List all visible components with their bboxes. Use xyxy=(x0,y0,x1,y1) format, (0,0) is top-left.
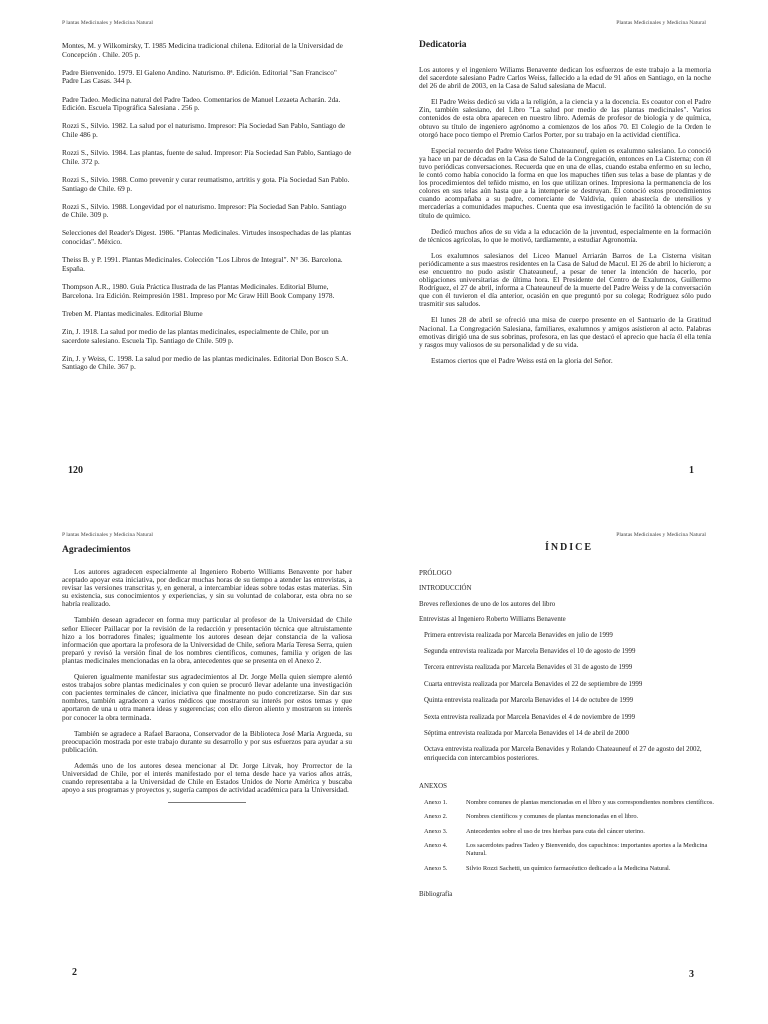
reference-item: Rozzi S., Silvio. 1988. Como prevenir y curar reumatismo, artritis y gota. Pía Sociedad San Pablo. Santiago de Chile. 69 p. xyxy=(62,174,350,193)
reference-list xyxy=(62,42,352,382)
annex-text: Nombre comunes de plantas mencionadas en el libro y sus correspondientes nombres científicos. xyxy=(466,798,714,806)
bibliography-item: Bibliografía xyxy=(419,891,453,899)
closing-rule xyxy=(168,802,246,803)
running-header: P lantas Medicinales y Medicina Natural xyxy=(62,532,153,538)
acknowledgements-section xyxy=(62,545,352,803)
running-header: P lantas Medicinales y Medicina Natural xyxy=(62,20,153,26)
page-1 xyxy=(384,0,768,512)
annex-text: Silvio Rozzi Sachetti, un químico farmacéutico dedicado a la Medicina Natural. xyxy=(466,864,671,872)
reference-item: Rozzi S., Silvio. 1984. Las plantas, fuente de salud. Impresor: Pía Sociedad San Pablo, Santiago de Chile. 372 p. xyxy=(62,148,352,166)
reference-item: Treben M. Plantas medicinales. Editorial Blume xyxy=(62,308,203,318)
paragraph: El Padre Weiss dedicó su vida a la religión, a la ciencia y a la docencia. Es coautor con el Padre Zin, también salesiano, del Libro "La salud por medio de las plantas medicinales". Varios contenidos de esta obra aparecen en nuestro libro. Además de profesor de biología y de química, obtuvo su título de ingeniero agrónomo a comienzos de los años 70. El Colegio de la Orden le otorgó hace poco tiempo el Premio Carlos Porter, por su trabajo en la actividad científica. xyxy=(419,97,711,139)
paragraph: Los exalumnos salesianos del Liceo Manuel Arriarán Barros de La Cisterna visitan periódicamente a sus maestros residentes en la Casa de Salud de Macul. El 26 de abril lo hicieron; a ese encuentro no pudo asistir Chateauneuf, a pesar de tener la intención de hacerlo, por obligaciones universitarias de última hora. El Presidente del Centro de Exalumnos, Guillermo Rodríguez, el 27 de abril, informa a Chateauneuf de la muerte del Padre Weiss y de la conversación que con él tuvieron el día anterior, ocasión en que preguntó por su colega; Rodríguez sólo pudo trasmitir sus saludos. xyxy=(419,250,711,309)
reference-item: Zin, J. 1918. La salud por medio de las plantas medicinales, especialmente de Chile, por un sacerdote salesiano. Escuela Tip. Santiago de Chile. 509 p. xyxy=(62,327,329,345)
annex-row xyxy=(424,799,719,807)
paragraph: Especial recuerdo del Padre Weiss tiene Chateauneuf, quien es exalumno salesiano. Lo conoció ya hace un par de décadas en la Casa de Salud de la Congregación, entonces en La Cisterna; con él tuvo periódicas conversaciones. Recuerda que en una de ellas, cuando estaba enfermo en su lecho, le contó como había conocido la forma en que los mapuches tiñen sus telas a base de plantas y de los procedimientos del teñido mismo, en los que utilizan orines. Impresiona la permanencia de los colores en sus telas aún hasta que a la intemperie se destruyan. Él conoció estos procedimientos cuando acompañaba a su padre, comerciante de Valdivia, quien abastecía de utensilios y mercaderías a comunidades mapuches. Cuenta que esa investigación le facilitó la obtención de su título de químico. xyxy=(419,145,711,220)
page-2 xyxy=(0,512,384,1024)
interview-item: Primera entrevista realizada por Marcela Benavides en julio de 1999 xyxy=(424,631,613,639)
index-item: INTRODUCCIÓN xyxy=(419,585,472,593)
reference-item: Theiss B. y P. 1991. Plantas Medicinales. Colección "Los Libros de Integral". N° 36. Barcelona. España. xyxy=(62,255,343,273)
reference-item: Zin, J. y Weiss, C. 1998. La salud por medio de las plantas medicinales. Editorial Don Bosco S.A. Santiago de Chile. 367 p. xyxy=(62,353,349,372)
annex-label: Anexo 1. xyxy=(424,798,448,806)
annex-row xyxy=(424,865,719,873)
annex-text: Antecedentes sobre el uso de tres hierbas para cuta del cáncer uterino. xyxy=(466,827,645,835)
interview-item: Cuarta entrevista realizada por Marcela Benavides el 22 de septiembre de 1999 xyxy=(424,680,643,688)
paragraph: Los autores agradecen especialmente al Ingeniero Roberto Williams Benavente por haber aceptado apoyar esta iniciativa, por dedicar muchas horas de su tiempo a atender las entrevistas, a revisar las versiones transcritas y, en general, a intercambiar ideas sobre todas estas materias. Sin su existencia, sus conocimientos y experiencias, y sin su voluntad de colaborar, esta obra no se habría realizado. xyxy=(62,567,352,609)
annex-row xyxy=(424,842,719,857)
reference-item: Rozzi S., Silvio. 1982. La salud por el naturismo. Impresor: Pía Sociedad San Pablo, Santiago de Chile 486 p. xyxy=(62,121,346,139)
running-header: Plantas Medicinales y Medicina Natural xyxy=(616,532,706,538)
paragraph: Los autores y el ingeniero Wiliams Benavente dedican los esfuerzos de este trabajo a la memoria del sacerdote salesiano Padre Carlos Weiss, fallecido a la edad de 91 años en Santiago, en la noche del 26 de abril de 2003, en la Casa de Salud salesiana de Macul. xyxy=(419,65,711,91)
paragraph: También desean agradecer en forma muy particular al profesor de la Universidad de Chile señor Eliecer Paillacar por la revisión de la redacción y presentación técnica que altruistamente hizo a los borradores finales; igualmente los autores desean dejar constancia de la valiosa información que aportara la profesora de la Universidad de Chile, señora María Teresa Serra, quien preparó y revisó la versión final de los nombres científicos, comunes, familia y origen de las plantas medicinales mencionadas en la obra, antecedentes que se presenta en el Anexo 2. xyxy=(62,615,352,665)
reference-item: Padre Tadeo. Medicina natural del Padre Tadeo. Comentarios de Manuel Lezaeta Acharán. 2da. Edición. Escuela Tipográfica Salesiana . 256 p. xyxy=(62,94,341,113)
index-item: PRÓLOGO xyxy=(419,570,452,577)
running-header: Plantas Medicinales y Medicina Natural xyxy=(616,20,706,26)
annex-label: Anexo 2. xyxy=(424,813,448,821)
reference-item: Montes, M. y Wilkomirsky, T. 1985 Medicina tradicional chilena. Editorial de la Universidad de Concepción . Chile. 205 p. xyxy=(62,41,343,59)
annex-label: Anexo 5. xyxy=(424,864,448,872)
interview-item: Sexta entrevista realizada por Marcela Benavides el 4 de noviembre de 1999 xyxy=(424,713,636,721)
interview-list xyxy=(419,632,719,764)
page-120 xyxy=(0,0,384,512)
index-section xyxy=(419,542,719,900)
reference-item: Selecciones del Reader's Digest. 1986. "Plantas Medicinales. Virtudes insospechadas de las plantas conocidas". México. xyxy=(62,228,352,247)
interview-item: Segunda entrevista realizada por Marcela Benavides el 10 de agosto de 1999 xyxy=(424,648,636,656)
page-number: 3 xyxy=(689,969,694,980)
annex-row xyxy=(424,813,719,821)
section-title: Agradecimientos xyxy=(62,545,131,555)
annex-label: Anexo 4. xyxy=(424,842,448,850)
reference-item: Padre Bienvenido. 1979. El Galeno Andino. Naturismo. 8ª. Edición. Editorial "San Francisco" Padre Las Casas. 344 p. xyxy=(62,67,337,86)
reference-item: Thompson A.R., 1980. Guía Práctica Ilustrada de las Plantas Medicinales. Editorial Blume, Barcelona. 1ra Edición. Reimpresión 1981. Impreso por Mc Graw Hill Book Company 1978. xyxy=(62,282,335,300)
index-item: Entrevistas al Ingeniero Roberto Williams Benavente xyxy=(419,616,566,624)
interview-item: Séptima entrevista realizada por Marcela Benavides el 14 de abril de 2000 xyxy=(424,730,629,738)
paragraph: También se agradece a Rafael Baraona, Conservador de la Biblioteca José María Argueda, su preocupación mostrada por este trabajo durante su desarrollo y por sus esfuerzos para ayudar a su publicación. xyxy=(62,728,352,754)
interview-item: Tercera entrevista realizada por Marcela Benavides el 31 de agosto de 1999 xyxy=(424,664,633,672)
annex-text: Los sacerdotes padres Tadeo y Bienvenido, dos capuchinos: importantes aportes a la Medicina Natural. xyxy=(466,842,708,858)
annex-list xyxy=(419,799,719,873)
page-number: 1 xyxy=(689,465,694,476)
interview-item: Quinta entrevista realizada por Marcela Benavides el 14 de octubre de 1999 xyxy=(424,697,634,705)
annexes-heading: ANEXOS xyxy=(419,783,447,791)
page-3 xyxy=(384,512,768,1024)
interview-item: Octava entrevista realizada por Marcela Benavides y Rolando Chateauneuf el 27 de agosto del 2002, enriquecida con intercambios posteriores. xyxy=(424,746,702,762)
annex-label: Anexo 3. xyxy=(424,827,448,835)
page-number: 2 xyxy=(72,967,77,978)
paragraph: Quieren igualmente manifestar sus agradecimientos al Dr. Jorge Mella quien siempre alentó estos trabajos sobre plantas medicinales y con quien se procuró llevar adelante una investigación con pacientes terminales de cáncer, iniciativa que finalmente no pudo concretizarse. Sin dar sus nombres, también agradecen a varios médicos que mostraron su interés por estos temas y que aportaron de una u otra manera ideas y sugerencias; con ello dieron aliento y mostraron su interés por conocer la obra terminada. xyxy=(62,672,352,722)
annex-text: Nombres científicos y comunes de plantas mencionadas en el libro. xyxy=(466,813,639,821)
paragraph: El lunes 28 de abril se ofreció una misa de cuerpo presente en el Santuario de la Gratitud Nacional. La Congregación Salesiana, familiares, exalumnos y amigos asistieron al acto. Palabras emotivas dirigió una de sus sobrinas, profesora, en las que destacó el aprecio que hacía él ella tenía y rasgos muy valiosos de su personalidad y de su vida. xyxy=(419,315,711,349)
annex-row xyxy=(424,828,719,836)
page-number: 120 xyxy=(68,465,83,476)
index-title: ÍNDICE xyxy=(544,542,594,553)
paragraph: Dedicó muchos años de su vida a la educación de la juventud, especialmente en la formación de técnicos agrícolas, lo que le motivó, tardíamente, a estudiar Agronomía. xyxy=(419,226,711,244)
section-title: Dedicatoria xyxy=(419,40,467,50)
index-item: Breves reflexiones de uno de los autores del libro xyxy=(419,600,556,608)
paragraph: Además uno de los autores desea mencionar al Dr. Jorge Litvak, hoy Prorrector de la Universidad de Chile, por el interés manifestado por el tema desde hace ya varios años atrás, cuando representaba a la Universidad de Chile en Estados Unidos de Norte América y buscaba apoyo a sus programas y proyectos y, sugería campos de actividad académica para la Universidad. xyxy=(62,760,352,795)
paragraph: Estamos ciertos que el Padre Weiss está en la gloria del Señor. xyxy=(431,355,613,365)
dedication-section xyxy=(419,40,711,373)
reference-item: Rozzi S., Silvio. 1988. Longevidad por el naturismo. Impresor: Pía Sociedad San Pablo. Santiago de Chile. 309 p. xyxy=(62,201,347,220)
